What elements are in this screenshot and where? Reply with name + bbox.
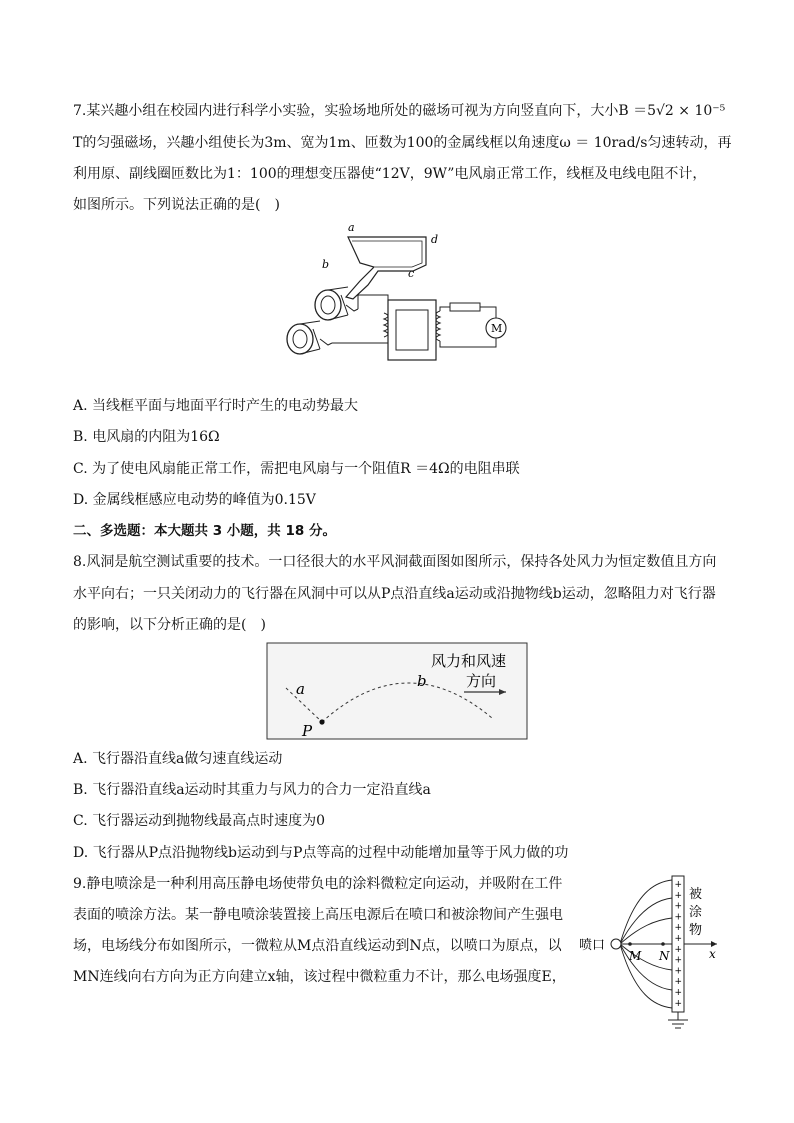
- q9-line-2: 表面的喷涂方法。某一静电喷涂装置接上高压电源后在喷口和被涂物间产生强电: [73, 907, 563, 923]
- q7-generator-diagram: [278, 215, 508, 365]
- q8-option-b: B. 飞行器沿直线a运动时其重力与风力的合力一定沿直线a: [73, 782, 431, 798]
- q9-line-4: MN连线向右方向为正方向建立x轴，该过程中微粒重力不计，那么电场强度E，: [73, 969, 566, 985]
- q9-plus-sign: +: [674, 988, 683, 998]
- q9-axis-x-label: x: [709, 947, 716, 961]
- q9-plus-sign: +: [674, 998, 683, 1009]
- q7-line-2: T的匀强磁场，兴趣小组使长为3m、宽为1m、匝数为100的金属线框以角速度ω ＝ 10rad/s匀速转动，再: [73, 135, 732, 151]
- q9-plus-sign: +: [674, 912, 683, 923]
- q9-plus-sign: +: [674, 901, 683, 912]
- q9-plus-sign: +: [674, 934, 683, 944]
- q9-plus-sign: +: [674, 955, 683, 966]
- q9-coated-label-3: 物: [689, 923, 703, 938]
- q7-option-b: B. 电风扇的内阻为16Ω: [73, 429, 220, 445]
- q8-line-1: 8.风洞是航空测试重要的技术。一口径很大的水平风洞截面图如图所示，保持各处风力为恒定数值且方向: [73, 554, 717, 570]
- q9-plus-sign: +: [674, 944, 683, 955]
- q9-coated-label-2: 涂: [689, 905, 703, 920]
- q8-line-2: 水平向右；一只关闭动力的飞行器在风洞中可以从P点沿直线a运动或沿抛物线b运动，忽略阻力对飞行器: [73, 586, 716, 602]
- q7-motor-label: M: [491, 322, 503, 335]
- q7-label-a: a: [348, 221, 355, 234]
- q9-label-m: M: [629, 949, 642, 963]
- q9-coated-label-1: 被: [689, 887, 703, 902]
- q9-label-n: N: [659, 949, 670, 963]
- q9-line-1: 9.静电喷涂是一种利用高压静电场使带负电的涂料微粒定向运动，并吸附在工件: [73, 876, 563, 892]
- section-heading-multiple-choice: 二、多选题：本大题共 3 小题，共 18 分。: [73, 523, 336, 539]
- q8-wind-tunnel-diagram: [266, 642, 528, 740]
- q8-wind-label-1: 风力和风速: [431, 652, 507, 670]
- q7-label-d: d: [431, 233, 439, 246]
- q9-line-3: 场，电场线分布如图所示，一微粒从M点沿直线运动到N点，以喷口为原点，以: [73, 938, 562, 954]
- q8-option-c: C. 飞行器运动到抛物线最高点时速度为0: [73, 813, 326, 829]
- q8-label-b: b: [417, 672, 427, 690]
- q8-label-a: a: [296, 680, 305, 698]
- q8-label-p: P: [302, 722, 313, 740]
- q8-line-3: 的影响，以下分析正确的是( ): [73, 617, 266, 633]
- q9-electrostatic-spray-diagram: [575, 872, 725, 1032]
- q9-plus-sign: +: [674, 880, 683, 890]
- q9-plus-sign: +: [674, 966, 683, 977]
- q7-option-a: A. 当线框平面与地面平行时产生的电动势最大: [73, 398, 359, 414]
- q8-option-d: D. 飞行器从P点沿抛物线b运动到与P点等高的过程中动能增加量等于风力做的功: [73, 845, 569, 861]
- q7-label-b: b: [322, 258, 330, 271]
- q8-option-a: A. 飞行器沿直线a做匀速直线运动: [73, 751, 283, 767]
- q7-line-1: 7.某兴趣小组在校园内进行科学小实验，实验场地所处的磁场可视为方向竖直向下，大小B ＝5√2 × 10⁻⁵: [73, 103, 726, 119]
- q9-plus-sign: +: [674, 977, 683, 988]
- q9-nozzle-label: 喷口: [579, 938, 606, 953]
- q7-option-d: D. 金属线框感应电动势的峰值为0.15V: [73, 492, 316, 508]
- q8-wind-label-2: 方向: [466, 672, 497, 690]
- q7-line-4: 如图所示。下列说法正确的是( ): [73, 197, 280, 213]
- q7-line-3: 利用原、副线圈匝数比为1：100的理想变压器使“12V，9W”电风扇正常工作，线框及电线电阻不计，: [73, 166, 707, 182]
- q9-plus-sign: +: [674, 890, 683, 901]
- q7-label-c: c: [408, 267, 415, 280]
- q7-option-c: C. 为了使电风扇能正常工作，需把电风扇与一个阻值R ＝4Ω的电阻串联: [73, 461, 520, 477]
- q9-plate-charges: [675, 880, 683, 1009]
- q9-plus-sign: +: [674, 923, 683, 934]
